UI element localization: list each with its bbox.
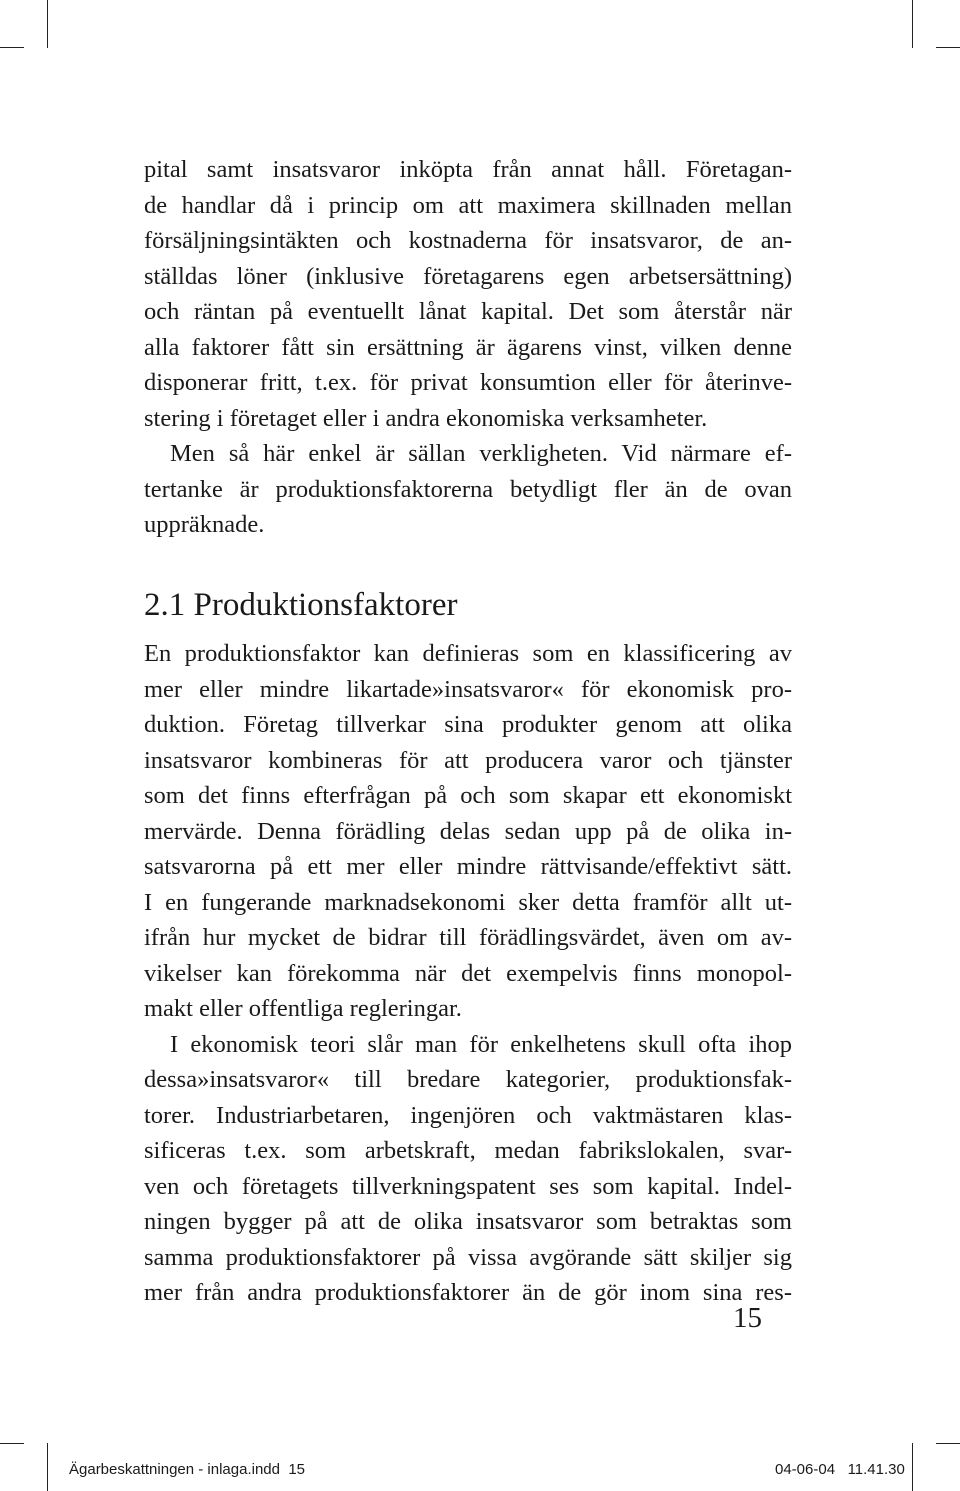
crop-mark-top-left-h: [0, 47, 24, 48]
slug-file: [69, 1461, 305, 1479]
text-line: Men så här enkel är sällan verkligheten. Vid närmare ef-: [170, 440, 792, 467]
text-line: mervärde. Denna förädling delas sedan upp på de olika in-: [144, 817, 792, 845]
body-text-top: [144, 152, 792, 543]
slug-timestamp: [775, 1461, 905, 1479]
text-line: ställdas löner (inklusive företagarens egen arbetsersättning): [144, 262, 792, 290]
page-number: 15: [733, 1302, 762, 1334]
slug-date: 04-06-04: [775, 1461, 836, 1478]
text-line: duktion. Företag tillverkar sina produkter genom att olika: [144, 711, 792, 738]
text-line: mer från andra produktionsfaktorer än de gör inom sina res-: [144, 1279, 792, 1306]
section-heading: 2.1 Produktionsfaktorer: [144, 587, 458, 623]
text-line: makt eller offentliga regleringar.: [144, 995, 462, 1022]
text-line: ven och företagets tillverkningspatent ses som kapital. Indel-: [144, 1172, 792, 1200]
text-line: pital samt insatsvaror inköpta från annat håll. Företagan-: [144, 156, 792, 183]
body-text-section: [144, 636, 792, 1311]
text-line: I ekonomisk teori slår man för enkelhetens skull ofta ihop: [170, 1030, 792, 1058]
text-line: samma produktionsfaktorer på vissa avgörande sätt skiljer sig: [144, 1243, 792, 1271]
text-line: ningen bygger på att de olika insatsvaror som betraktas som: [144, 1208, 792, 1235]
slug-page: 15: [288, 1461, 306, 1478]
text-line: uppräknade.: [144, 511, 265, 538]
text-line: stering i företaget eller i andra ekonomiska verksamheter.: [144, 404, 708, 432]
text-line: sificeras t.ex. som arbetskraft, medan fabrikslokalen, svar-: [144, 1137, 792, 1164]
crop-mark-bottom-left-h: [0, 1443, 24, 1444]
text-line: vikelser kan förekomma när det exempelvis finns monopol-: [144, 959, 792, 987]
slug-time: 11.41.30: [847, 1461, 905, 1478]
text-line: torer. Industriarbetaren, ingenjören och vaktmästaren klas-: [144, 1101, 792, 1129]
text-line: försäljningsintäkten och kostnaderna för insatsvaror, de an-: [144, 227, 792, 254]
crop-mark-top-right: [912, 0, 913, 48]
text-line: I en fungerande marknadsekonomi sker detta framför allt ut-: [144, 888, 792, 916]
text-line: alla faktorer fått sin ersättning är ägarens vinst, vilken denne: [144, 333, 792, 361]
crop-mark-bottom-right: [912, 1443, 913, 1491]
crop-mark-bottom-right-h: [936, 1443, 960, 1444]
crop-mark-top-left: [47, 0, 48, 48]
text-line: och räntan på eventuellt lånat kapital. Det som återstår när: [144, 298, 792, 325]
text-line: disponerar fritt, t.ex. för privat konsumtion eller för återinve-: [144, 369, 792, 396]
text-line: insatsvaror kombineras för att producera varor och tjänster: [144, 746, 792, 774]
text-line: ifrån hur mycket de bidrar till förädlingsvärdet, även om av-: [144, 924, 792, 951]
slug-filename: Ägarbeskattningen - inlaga.indd: [69, 1461, 280, 1478]
text-line: som det finns efterfrågan på och som skapar ett ekonomiskt: [144, 782, 792, 809]
crop-mark-bottom-left: [47, 1443, 48, 1491]
crop-mark-top-right-h: [936, 47, 960, 48]
text-line: En produktionsfaktor kan definieras som en klassificering av: [144, 640, 792, 667]
text-line: mer eller mindre likartade»insatsvaror« för ekonomisk pro-: [144, 675, 792, 703]
text-line: dessa»insatsvaror« till bredare kategorier, produktionsfak-: [144, 1066, 792, 1093]
text-line: de handlar då i princip om att maximera skillnaden mellan: [144, 191, 792, 219]
text-line: tertanke är produktionsfaktorerna betydligt fler än de ovan: [144, 475, 792, 503]
text-line: satsvarorna på ett mer eller mindre rättvisande/effektivt sätt.: [144, 853, 792, 880]
